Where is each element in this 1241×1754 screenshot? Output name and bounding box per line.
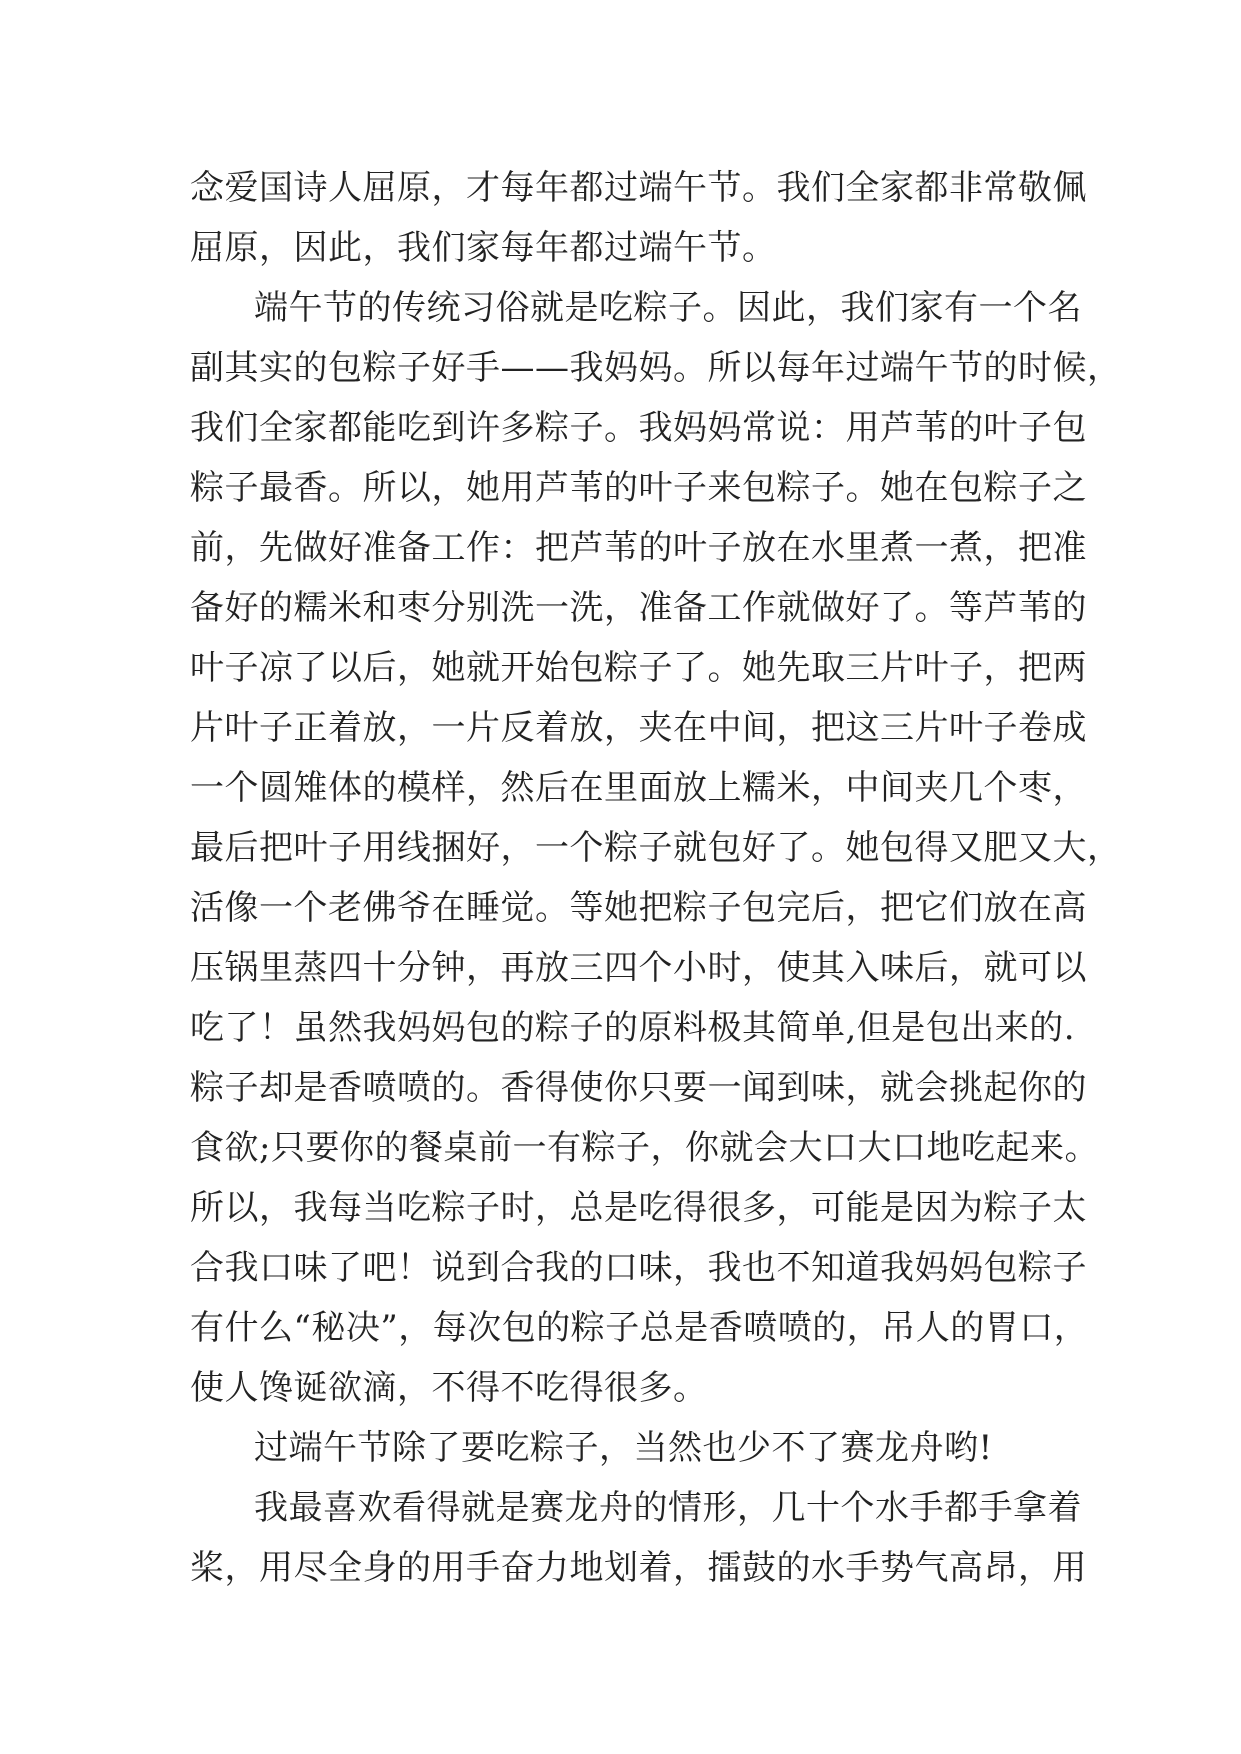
text-line: 桨，用尽全身的用手奋力地划着，擂鼓的水手势气高昂，用 <box>190 1548 1087 1588</box>
text-line: 所以，我每当吃粽子时，总是吃得很多，可能是因为粽子太 <box>190 1188 1087 1228</box>
document-body <box>190 158 1122 1598</box>
text-line: 粽子最香。所以，她用芦苇的叶子来包粽子。她在包粽子之 <box>190 468 1087 508</box>
text-line: 使人馋诞欲滴，不得不吃得很多。 <box>190 1368 708 1408</box>
text-line: 一个圆雉体的模样，然后在里面放上糯米，中间夹几个枣， <box>190 768 1087 808</box>
text-line: 食欲;只要你的餐桌前一有粽子，你就会大口大口地吃起来。 <box>190 1128 1099 1168</box>
text-line: 最后把叶子用线捆好，一个粽子就包好了。她包得又肥又大， <box>190 828 1122 868</box>
text-line: 有什么“秘决”，每次包的粽子总是香喷喷的，吊人的胃口， <box>190 1308 1089 1348</box>
text-line: 前，先做好准备工作：把芦苇的叶子放在水里煮一煮，把准 <box>190 528 1087 568</box>
paragraph-start-line: 过端午节除了要吃粽子，当然也少不了赛龙舟哟! <box>254 1428 993 1468</box>
text-line: 压锅里蒸四十分钟，再放三四个小时，使其入味后，就可以 <box>190 948 1087 988</box>
text-line: 叶子凉了以后，她就开始包粽子了。她先取三片叶子，把两 <box>190 648 1087 688</box>
text-line: 粽子却是香喷喷的。香得使你只要一闻到味，就会挑起你的 <box>190 1068 1087 1108</box>
text-line: 屈原，因此，我们家每年都过端午节。 <box>190 228 777 268</box>
text-line: 吃了！虽然我妈妈包的粽子的原料极其简单,但是包出来的. <box>190 1008 1076 1048</box>
text-line: 活像一个老佛爷在睡觉。等她把粽子包完后，把它们放在高 <box>190 888 1087 928</box>
text-line: 片叶子正着放，一片反着放，夹在中间，把这三片叶子卷成 <box>190 708 1087 748</box>
text-line: 备好的糯米和枣分别洗一洗，准备工作就做好了。等芦苇的 <box>190 588 1087 628</box>
text-line: 合我口味了吧！说到合我的口味，我也不知道我妈妈包粽子 <box>190 1248 1087 1288</box>
text-line: 副其实的包粽子好手——我妈妈。所以每年过端午节的时候， <box>190 348 1122 388</box>
text-line: 念爱国诗人屈原，才每年都过端午节。我们全家都非常敬佩 <box>190 168 1087 208</box>
text-line: 我们全家都能吃到许多粽子。我妈妈常说：用芦苇的叶子包 <box>190 408 1087 448</box>
paragraph-start-line: 我最喜欢看得就是赛龙舟的情形，几十个水手都手拿着 <box>254 1488 1082 1528</box>
paragraph-start-line: 端午节的传统习俗就是吃粽子。因此，我们家有一个名 <box>254 288 1082 328</box>
